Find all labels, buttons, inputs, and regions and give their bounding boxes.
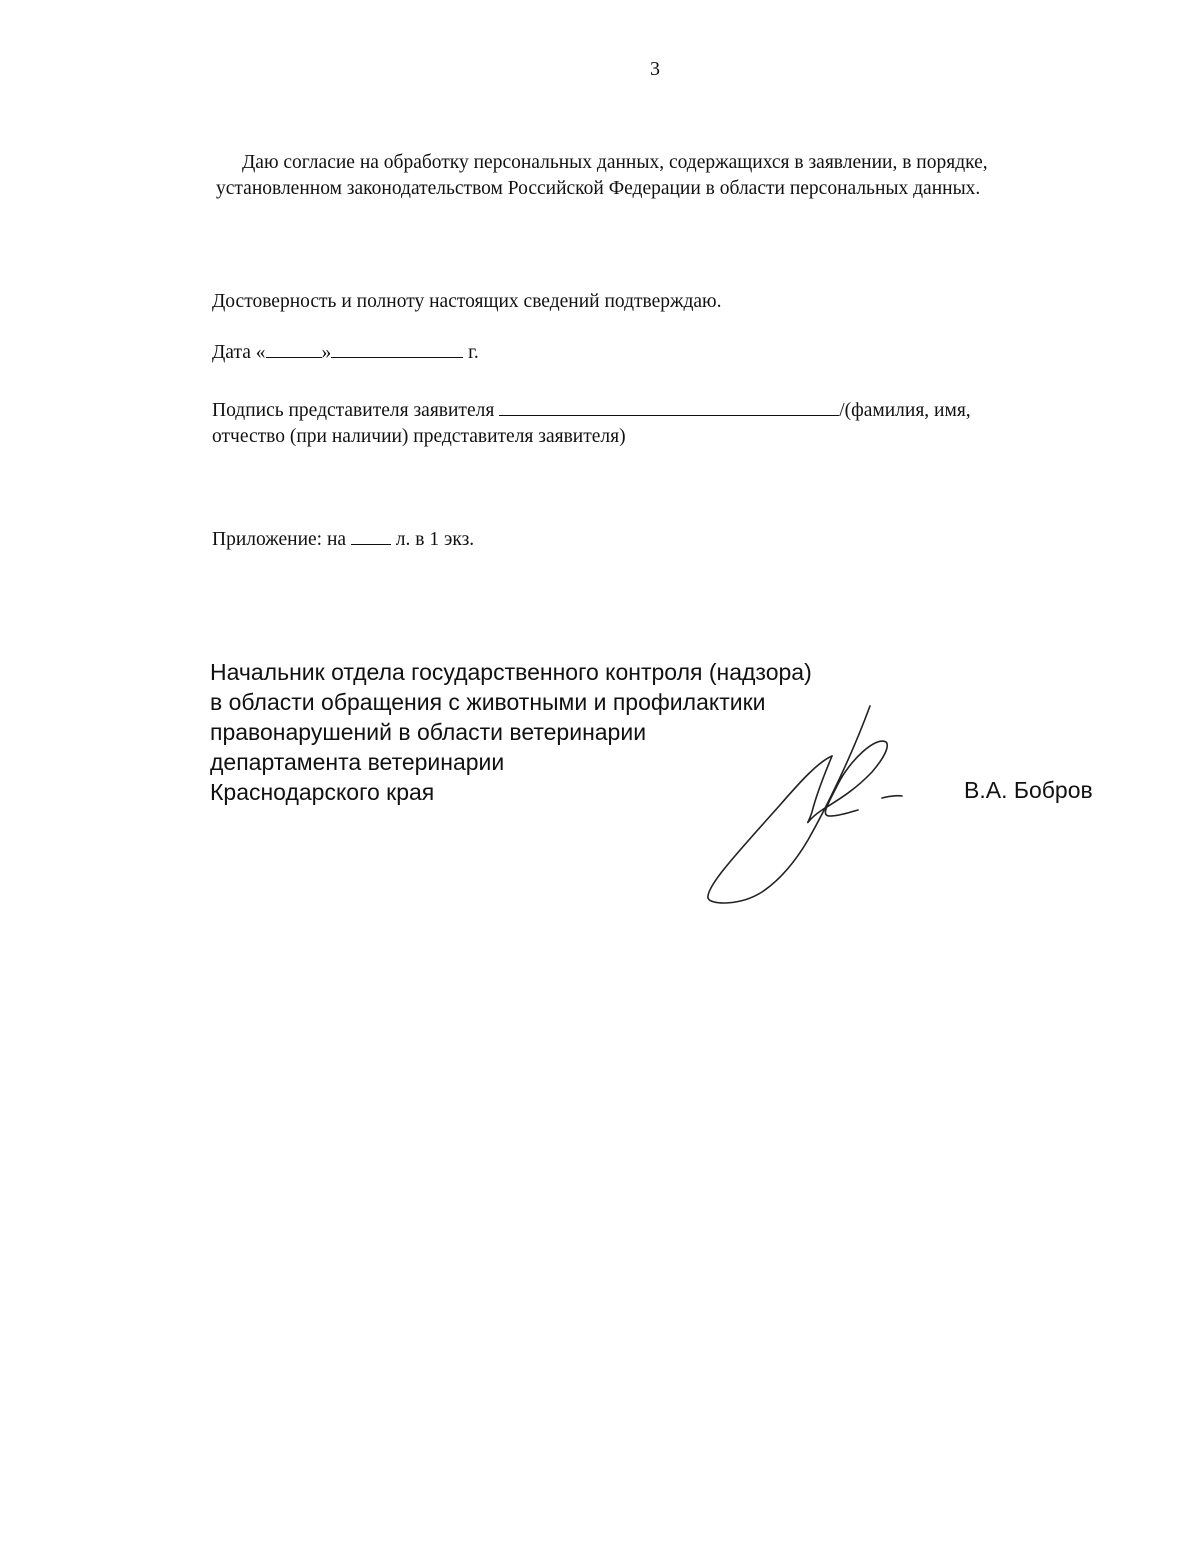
attachment-suffix: л. в 1 экз. — [390, 529, 475, 550]
signer-name: В.А. Бобров — [964, 777, 1093, 803]
page-number: 3 — [650, 58, 660, 80]
confirmation-statement: Достоверность и полноту настоящих сведений подтверждаю. — [212, 291, 722, 312]
applicant-signature-label: Подпись представителя заявителя — [212, 400, 500, 421]
attachment-prefix: Приложение: на — [212, 529, 351, 550]
attachment-pages-blank — [351, 528, 391, 545]
date-label: Дата « — [212, 342, 266, 363]
consent-line-1: Даю согласие на обработку персональных данных, содержащихся в заявлении, в порядке, — [242, 152, 988, 173]
applicant-signature-after: /(фамилия, имя, — [839, 400, 971, 421]
signer-line: в области обращения с животными и профилактики — [210, 689, 766, 715]
date-quote-close: » — [321, 342, 332, 363]
date-day-blank — [266, 341, 322, 358]
attachment-line — [212, 528, 474, 551]
signer-line: правонарушений в области ветеринарии — [210, 719, 647, 745]
consent-line-2: установленном законодательством Российской Федерации в области персональных данных. — [216, 178, 981, 199]
consent-paragraph — [216, 150, 988, 202]
signer-line: департамента ветеринарии — [210, 749, 505, 775]
applicant-signature-blank — [499, 399, 839, 416]
date-line — [212, 341, 479, 364]
signer-line: Краснодарского края — [210, 779, 435, 805]
date-month-blank — [331, 341, 463, 358]
date-suffix: г. — [463, 342, 479, 363]
handwritten-signature — [700, 700, 920, 910]
applicant-signature-line-2: отчество (при наличии) представителя заявителя) — [212, 426, 626, 447]
signer-line: Начальник отдела государственного контроля (надзора) — [210, 659, 812, 685]
applicant-signature-line — [212, 399, 971, 422]
